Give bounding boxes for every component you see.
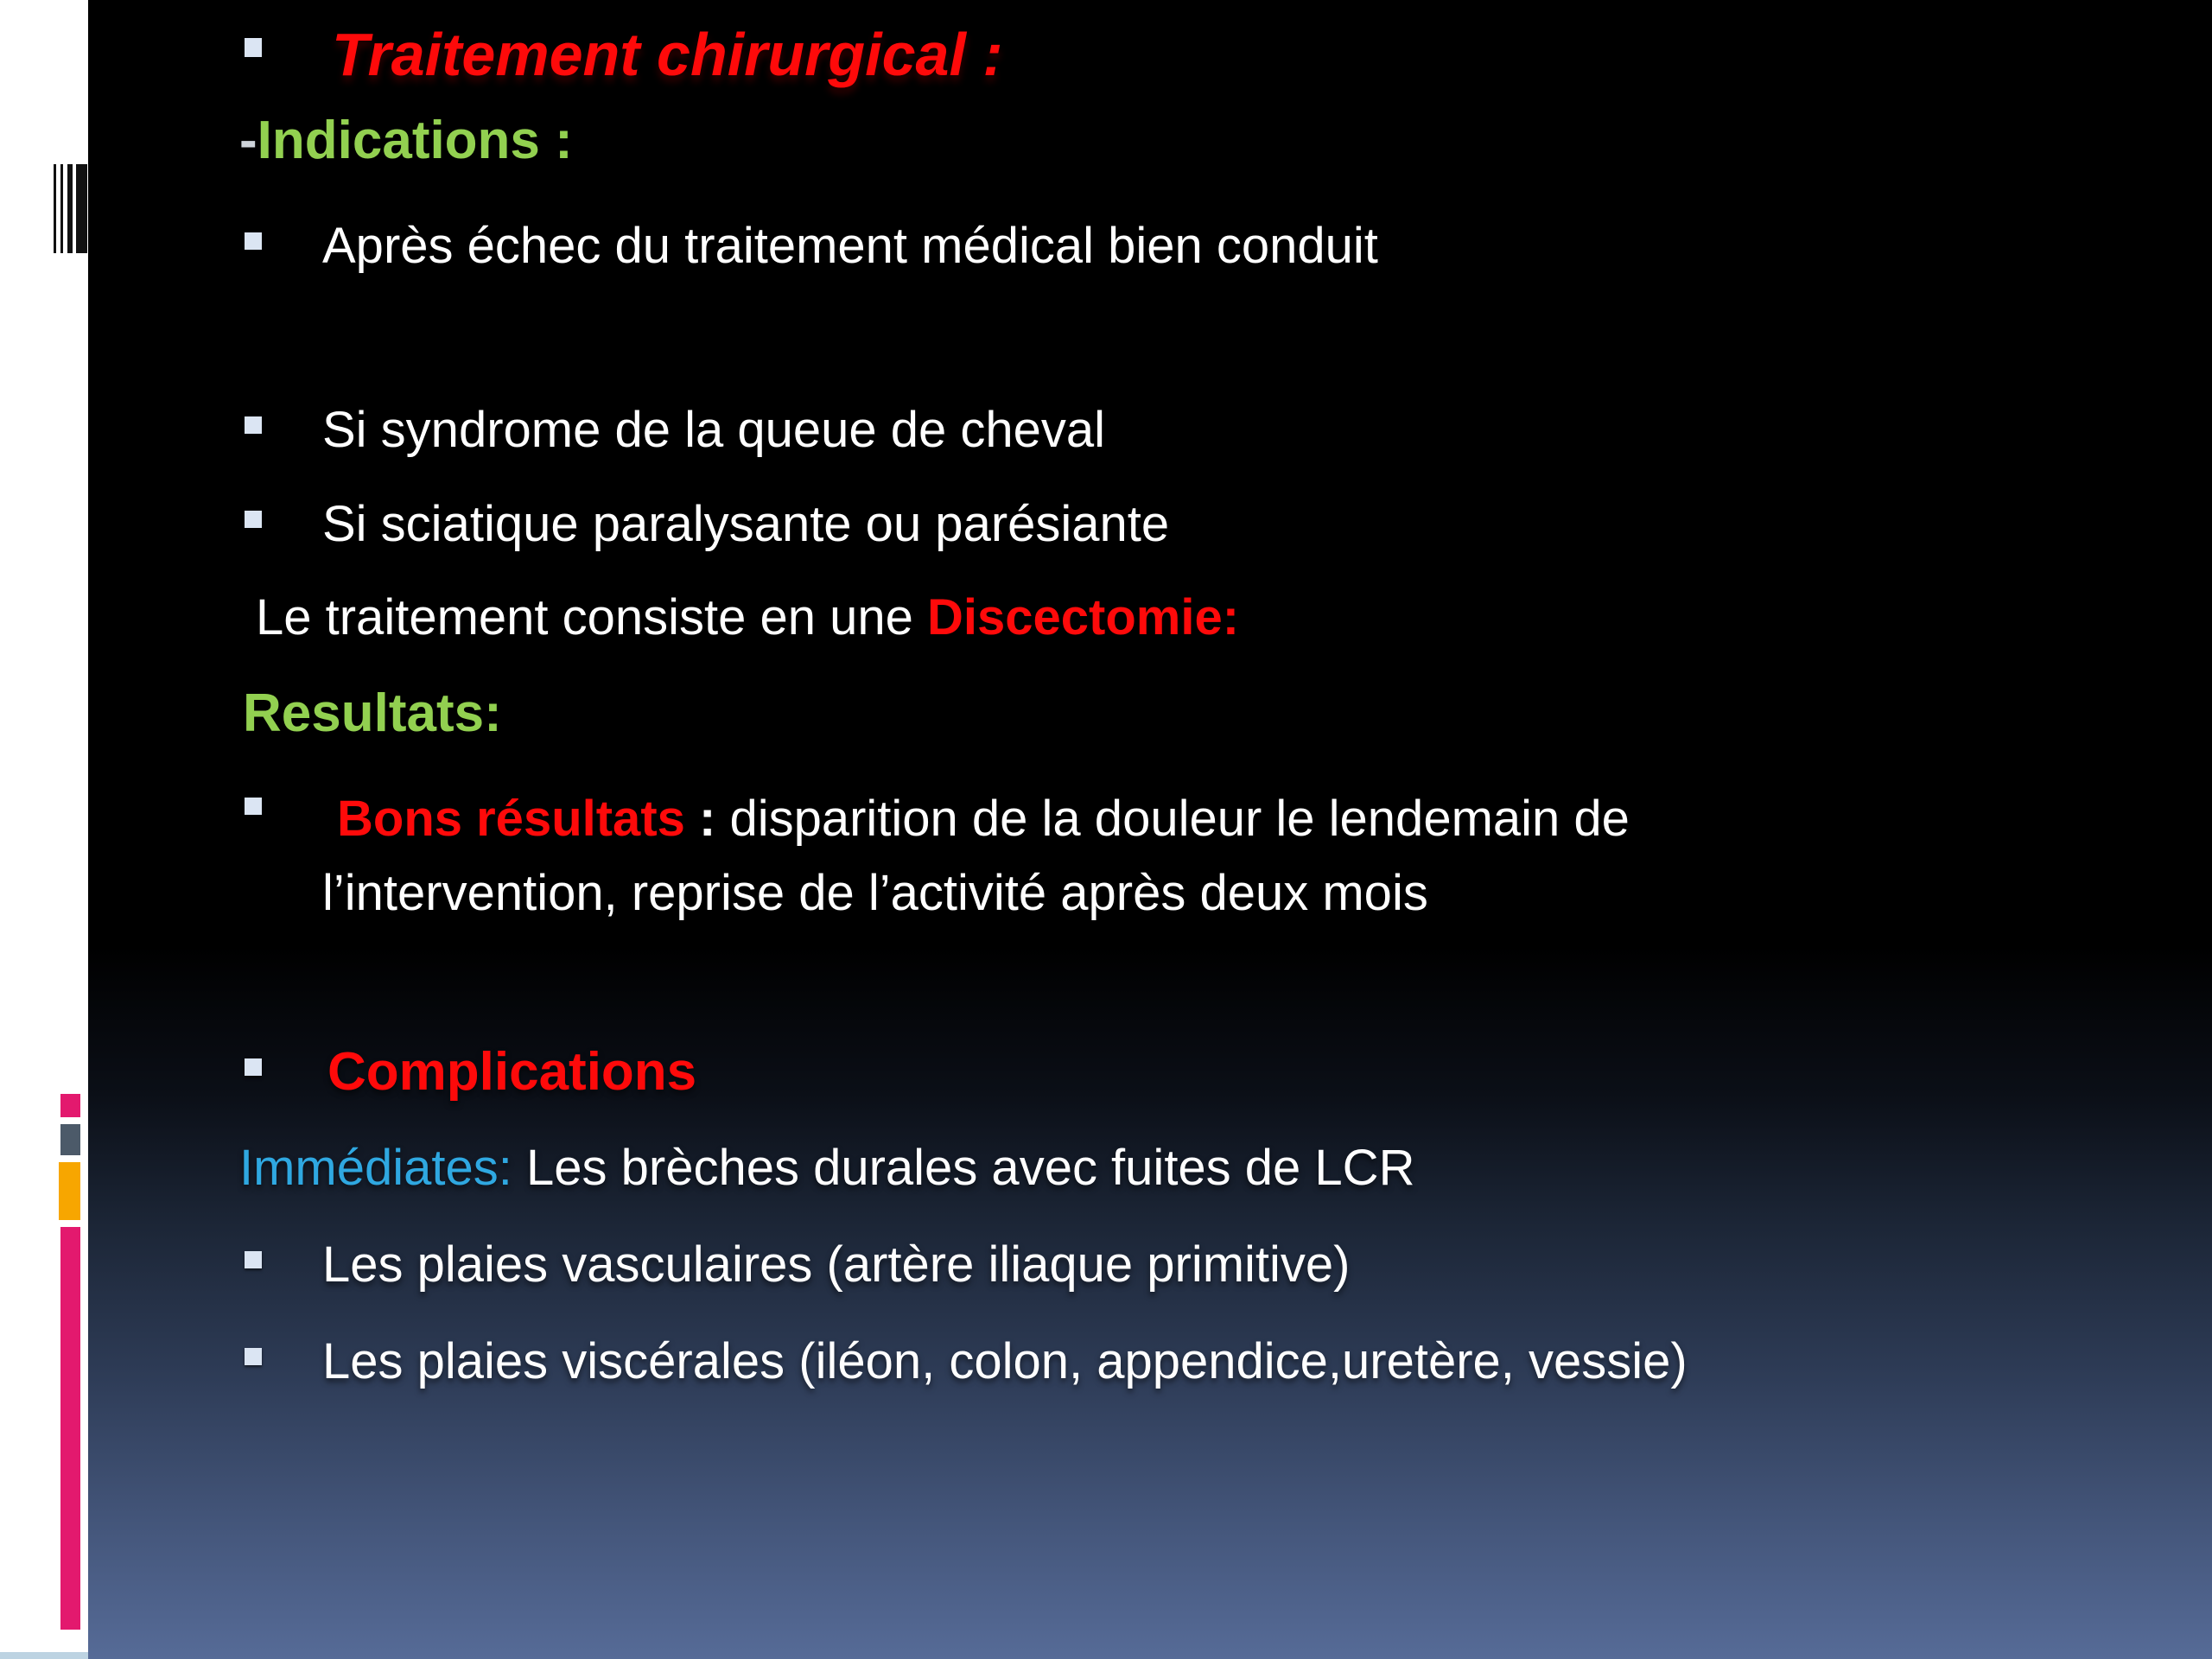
- bullet-square-icon: [245, 798, 262, 815]
- bullet-square-icon: [245, 1058, 262, 1076]
- bullet-line-vasculaires: Les plaies vasculaires (artère iliaque primitive): [322, 1236, 1351, 1293]
- slide-title: Traitement chirurgical :: [332, 21, 1003, 88]
- deco-pink-square: [60, 1094, 80, 1117]
- strip-bottom-line: [0, 1652, 88, 1659]
- deco-pink-bar: [60, 1227, 80, 1630]
- bullet-square-icon: [245, 416, 262, 434]
- indications-dash: -: [239, 111, 257, 170]
- bons-resultats-line: [322, 782, 1630, 931]
- complications-header: Complications: [327, 1042, 697, 1102]
- deco-gray-square: [60, 1124, 80, 1155]
- bons-resultats-separator: :: [684, 791, 730, 847]
- bullet-square-icon: [245, 232, 262, 250]
- indications-label: Indications :: [257, 111, 573, 170]
- bullet-square-icon: [245, 38, 262, 57]
- discectomie-highlight: Discectomie:: [927, 589, 1240, 645]
- bons-resultats-text-1: disparition de la douleur le lendemain de: [729, 791, 1630, 847]
- immediates-label: Immédiates:: [239, 1140, 512, 1196]
- bullet-line-sciatique: Si sciatique paralysante ou parésiante: [322, 496, 1170, 552]
- deco-orange-bar: [59, 1162, 80, 1220]
- bons-resultats-highlight: Bons résultats: [337, 791, 685, 847]
- discectomie-line: [256, 588, 1239, 647]
- bullet-line-viscerales: Les plaies viscérales (iléon, colon, appendice,uretère, vessie): [322, 1333, 1688, 1389]
- bullet-line-apres: Après échec du traitement médical bien conduit: [322, 218, 1378, 274]
- immediates-text: Les brèches durales avec fuites de LCR: [512, 1140, 1415, 1196]
- immediates-line: [239, 1139, 1414, 1198]
- indications-header: [239, 110, 573, 172]
- bullet-square-icon: [245, 511, 262, 528]
- barcode-decoration: [0, 164, 88, 253]
- left-margin-strip: [0, 0, 88, 1659]
- bullet-square-icon: [245, 1251, 262, 1268]
- bullet-line-queue-de-cheval: Si syndrome de la queue de cheval: [322, 402, 1106, 458]
- resultats-header: Resultats:: [243, 683, 502, 743]
- discectomie-prefix: Le traitement consiste en une: [256, 589, 928, 645]
- bons-resultats-text-2: l’intervention, reprise de l’activité après deux mois: [322, 865, 1428, 921]
- bullet-square-icon: [245, 1348, 262, 1365]
